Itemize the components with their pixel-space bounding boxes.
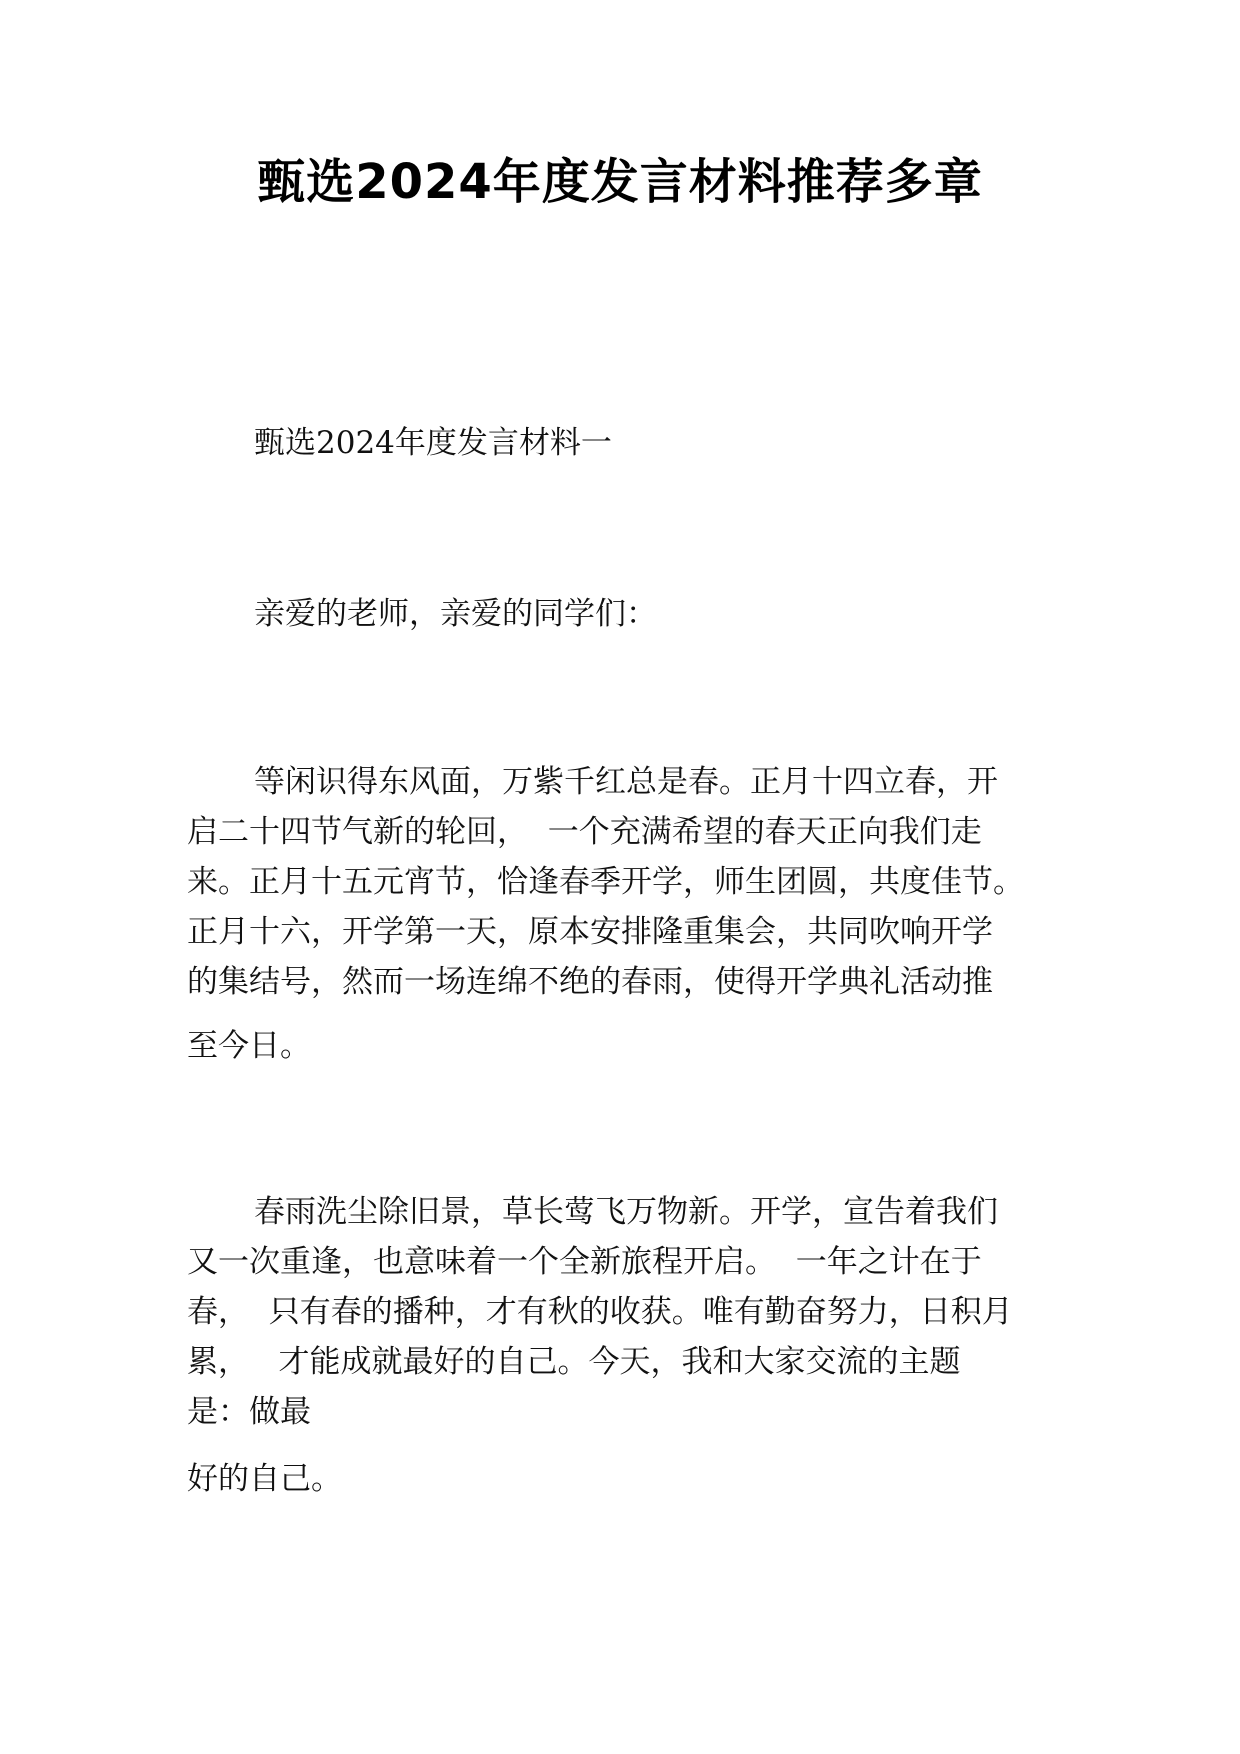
section-heading: 甄选2024年度发言材料一 bbox=[254, 425, 612, 461]
paragraph-line: 是：做最 bbox=[187, 1394, 311, 1430]
paragraph-line: 又一次重逢，也意味着一个全新旅程开启。 一年之计在于 bbox=[187, 1244, 982, 1280]
document-title: 甄选2024年度发言材料推荐多章 bbox=[257, 154, 983, 210]
paragraph-line: 正月十六，开学第一天，原本安排隆重集会，共同吹响开学 bbox=[187, 914, 993, 950]
paragraph-line: 春， 只有春的播种，才有秋的收获。唯有勤奋努力，日积月 bbox=[187, 1294, 1013, 1330]
paragraph-line: 等闲识得东风面，万紫千红总是春。正月十四立春，开 bbox=[254, 764, 998, 800]
paragraph-line: 的集结号，然而一场连绵不绝的春雨，使得开学典礼活动推 bbox=[187, 964, 993, 1000]
paragraph-line: 来。正月十五元宵节，恰逢春季开学，师生团圆，共度佳节。 bbox=[187, 864, 1024, 900]
greeting-line: 亲爱的老师，亲爱的同学们： bbox=[254, 596, 657, 632]
paragraph-line: 春雨洗尘除旧景，草长莺飞万物新。开学，宣告着我们 bbox=[254, 1194, 998, 1230]
paragraph-line: 好的自己。 bbox=[187, 1461, 342, 1497]
paragraph-line: 启二十四节气新的轮回， 一个充满希望的春天正向我们走 bbox=[187, 814, 982, 850]
paragraph-line: 至今日。 bbox=[187, 1028, 311, 1064]
paragraph-line: 累， 才能成就最好的自己。今天，我和大家交流的主题 bbox=[187, 1344, 961, 1380]
